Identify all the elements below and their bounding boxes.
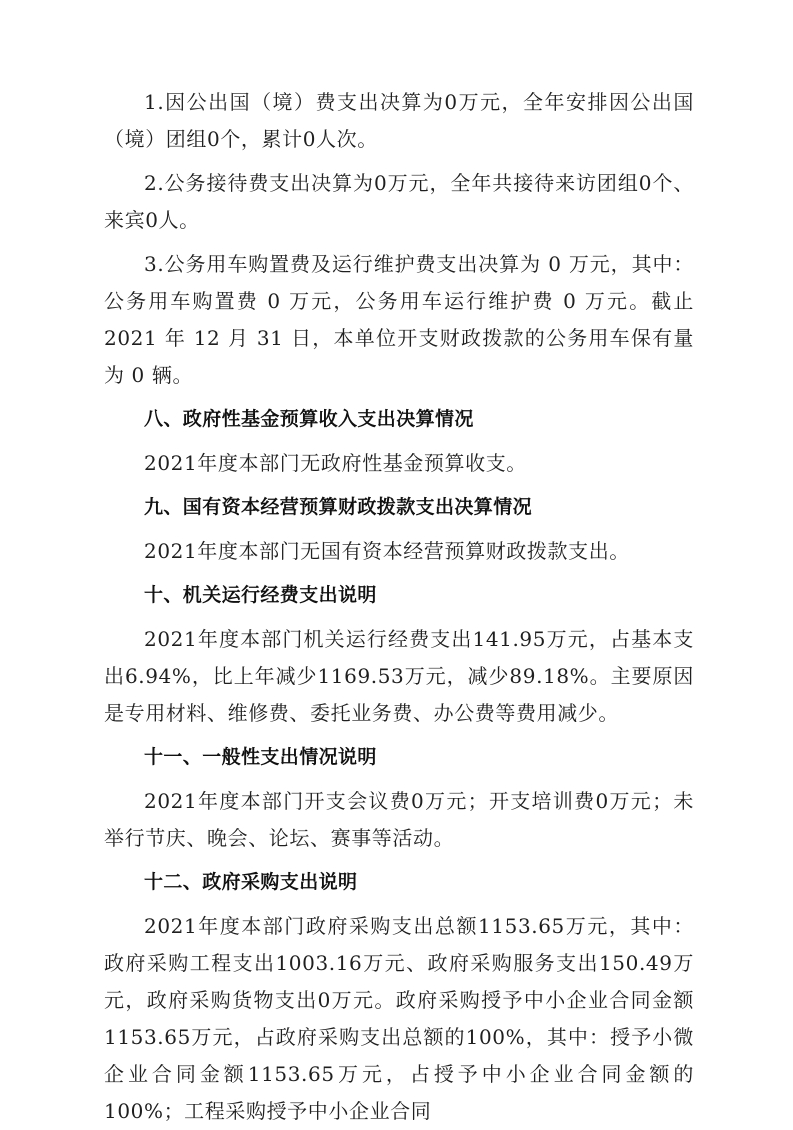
paragraph-reception: 2.公务接待费支出决算为0万元，全年共接待来访团组0个、来宾0人。: [104, 171, 694, 232]
paragraph-fund-budget: 2021年度本部门无政府性基金预算收支。: [144, 451, 527, 475]
paragraph-vehicles: 3.公务用车购置费及运行维护费支出决算为 0 万元，其中：公务用车购置费 0 万元，公务用车运行维护费 0 万元。截止 2021 年 12 月 31 日，本单位开支财政拨款的公务用车保有量为 0 辆。: [104, 252, 694, 387]
paragraph-procurement: 2021年度本部门政府采购支出总额1153.65万元，其中：政府采购工程支出1003.16万元、政府采购服务支出150.49万元，政府采购货物支出0万元。政府采购授予中小企业合同金额1153.65万元，占政府采购支出总额的100%，其中：授予小微企业合同金额1153.65万元，占授予中小企业合同金额的100%；工程采购授予中小企业合同: [104, 914, 694, 1123]
section-heading-9: 九、国有资本经营预算财政拨款支出决算情况: [144, 496, 533, 518]
document-body: [104, 84, 694, 1130]
section-heading-8: 八、政府性基金预算收入支出决算情况: [144, 408, 474, 430]
paragraph-operating-expenses: 2021年度本部门机关运行经费支出141.95万元，占基本支出6.94%，比上年减少1169.53万元，减少89.18%。主要原因是专用材料、维修费、委托业务费、办公费等费用减少。: [104, 627, 694, 725]
paragraph-outbound-travel: 1.因公出国（境）费支出决算为0万元，全年安排因公出国（境）团组0个，累计0人次。: [104, 90, 694, 151]
paragraph-state-capital: 2021年度本部门无国有资本经营预算财政拨款支出。: [144, 539, 630, 563]
paragraph-general-expenses: 2021年度本部门开支会议费0万元；开支培训费0万元；未举行节庆、晚会、论坛、赛事等活动。: [104, 789, 694, 850]
section-heading-12: 十二、政府采购支出说明: [144, 871, 358, 893]
section-heading-11: 十一、一般性支出情况说明: [144, 746, 377, 768]
section-heading-10: 十、机关运行经费支出说明: [144, 584, 377, 606]
